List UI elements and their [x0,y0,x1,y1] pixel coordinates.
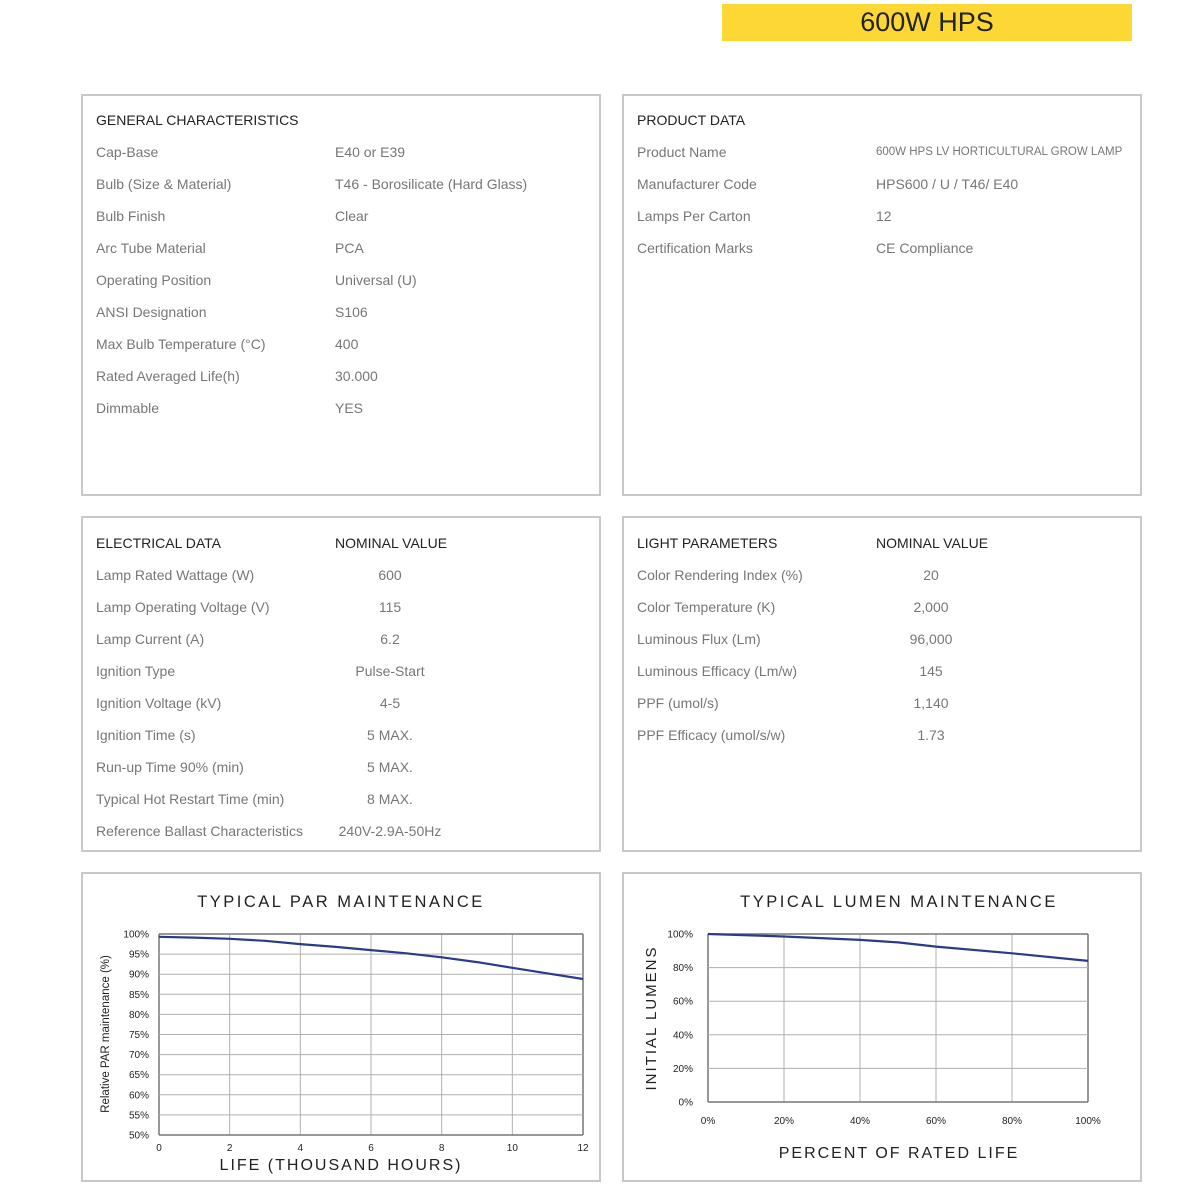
general-row-label: Cap-Base [96,144,159,160]
electrical-row-label: Ignition Time (s) [96,727,196,743]
x-tick-label: 80% [1001,1116,1023,1127]
light-row-label: PPF (umol/s) [637,695,719,711]
x-tick-label: 12 [577,1143,589,1154]
electrical-row-label: Lamp Rated Wattage (W) [96,567,255,583]
general-row-value: Clear [335,208,369,224]
y-tick-label: 80% [672,963,693,975]
general-row-label: Bulb Finish [96,208,166,224]
general-row-value: YES [335,400,364,416]
chart-title: TYPICAL LUMEN MAINTENANCE [740,893,1058,911]
x-tick-label: 60% [925,1116,947,1127]
electrical-nominal-heading: NOMINAL VALUE [335,535,448,551]
y-tick-label: 60% [128,1090,149,1102]
general-row-value: 400 [335,336,359,352]
general-row-value: S106 [335,304,368,320]
light-row-value: 1.73 [917,727,945,743]
light-row-label: Luminous Flux (Lm) [637,631,761,647]
light-row-label: Color Rendering Index (%) [637,567,803,583]
y-tick-label: 70% [128,1050,149,1062]
electrical-row-value: 5 MAX. [367,727,413,743]
general-row-label: ANSI Designation [96,304,207,320]
general-row-value: PCA [335,240,364,256]
general-row-label: Operating Position [96,272,212,288]
x-tick-label: 6 [368,1143,374,1154]
product-data-panel [622,94,1142,496]
product-row-label: Product Name [637,144,727,160]
product-title-banner: 600W HPS [722,4,1132,41]
par-maintenance-panel [81,872,601,1182]
electrical-row-value: Pulse-Start [355,663,425,679]
series-line [708,934,1088,961]
general-heading: GENERAL CHARACTERISTICS [96,112,299,128]
y-axis-label: Relative PAR maintenance (%) [100,955,112,1113]
lumen-maintenance-chart [624,874,1140,1180]
light-nominal-heading: NOMINAL VALUE [876,535,989,551]
electrical-row-value: 8 MAX. [367,791,413,807]
y-tick-label: 90% [128,969,149,981]
y-tick-label: 55% [128,1110,149,1122]
x-axis-label: PERCENT OF RATED LIFE [778,1145,1020,1162]
x-tick-label: 2 [226,1143,233,1154]
general-row-label: Rated Averaged Life(h) [96,368,240,384]
y-tick-label: 0% [678,1097,693,1109]
electrical-row-value: 115 [378,599,402,615]
x-tick-label: 0% [700,1116,716,1127]
product-row-value: HPS600 / U / T46/ E40 [876,176,1019,192]
general-row-value: 30.000 [335,368,378,384]
y-tick-label: 75% [128,1030,149,1041]
x-tick-label: 8 [438,1143,445,1154]
product-row-value: 12 [876,208,892,224]
product-heading: PRODUCT DATA [637,112,746,128]
light-row-value: 96,000 [909,631,953,647]
product-row-value: 600W HPS LV HORTICULTURAL GROW LAMP [876,146,1123,158]
general-row-label: Bulb (Size & Material) [96,176,232,192]
x-tick-label: 100% [1075,1116,1101,1127]
x-tick-label: 4 [297,1143,304,1154]
electrical-row-label: Run-up Time 90% (min) [96,759,244,775]
electrical-row-label: Ignition Type [96,663,176,679]
electrical-row-label: Lamp Current (A) [96,631,205,647]
product-row-label: Manufacturer Code [637,176,757,192]
y-tick-label: 65% [128,1070,149,1082]
x-tick-label: 40% [849,1116,871,1127]
electrical-row-label: Reference Ballast Characteristics [96,823,303,839]
light-row-value: 2,000 [913,599,949,615]
electrical-data-panel [81,516,601,852]
general-row-value: Universal (U) [335,272,417,288]
y-tick-label: 100% [667,929,693,941]
y-tick-label: 85% [128,989,149,1001]
general-row-label: Dimmable [96,400,160,416]
light-row-label: Luminous Efficacy (Lm/w) [637,663,798,679]
product-row-label: Lamps Per Carton [637,208,751,224]
x-tick-label: 20% [773,1116,795,1127]
x-tick-label: 0 [156,1143,162,1154]
y-axis-label: INITIAL LUMENS [643,945,660,1091]
y-tick-label: 80% [128,1009,149,1021]
y-tick-label: 60% [672,996,693,1008]
light-row-label: PPF Efficacy (umol/s/w) [637,727,786,743]
y-tick-label: 40% [672,1030,693,1042]
light-row-value: 1,140 [913,695,949,711]
electrical-heading: ELECTRICAL DATA [96,535,221,551]
light-row-value: 20 [923,567,939,583]
electrical-row-value: 240V-2.9A-50Hz [338,823,442,839]
y-tick-label: 100% [123,929,149,941]
product-row-label: Certification Marks [637,240,753,256]
electrical-row-value: 4-5 [379,695,401,711]
light-heading: LIGHT PARAMETERS [637,535,778,551]
electrical-row-value: 6.2 [380,631,400,647]
y-tick-label: 50% [128,1130,149,1142]
electrical-row-label: Ignition Voltage (kV) [96,695,222,711]
general-row-value: E40 or E39 [335,144,406,160]
chart-title: TYPICAL PAR MAINTENANCE [197,893,485,911]
light-parameters-panel [622,516,1142,852]
par-maintenance-chart [83,874,599,1180]
light-row-label: Color Temperature (K) [637,599,776,615]
x-tick-label: 10 [506,1143,518,1154]
light-row-value: 145 [919,663,943,679]
x-axis-label: LIFE (THOUSAND HOURS) [219,1157,463,1174]
electrical-row-label: Typical Hot Restart Time (min) [96,791,285,807]
y-tick-label: 95% [128,949,149,961]
product-row-value: CE Compliance [876,240,974,256]
electrical-row-label: Lamp Operating Voltage (V) [96,599,270,615]
general-row-label: Arc Tube Material [96,240,206,256]
electrical-row-value: 5 MAX. [367,759,413,775]
general-row-value: T46 - Borosilicate (Hard Glass) [335,176,528,192]
electrical-row-value: 600 [378,567,402,583]
general-row-label: Max Bulb Temperature (°C) [96,336,266,352]
lumen-maintenance-panel [622,872,1142,1182]
general-characteristics-panel [81,94,601,496]
y-tick-label: 20% [672,1063,693,1075]
